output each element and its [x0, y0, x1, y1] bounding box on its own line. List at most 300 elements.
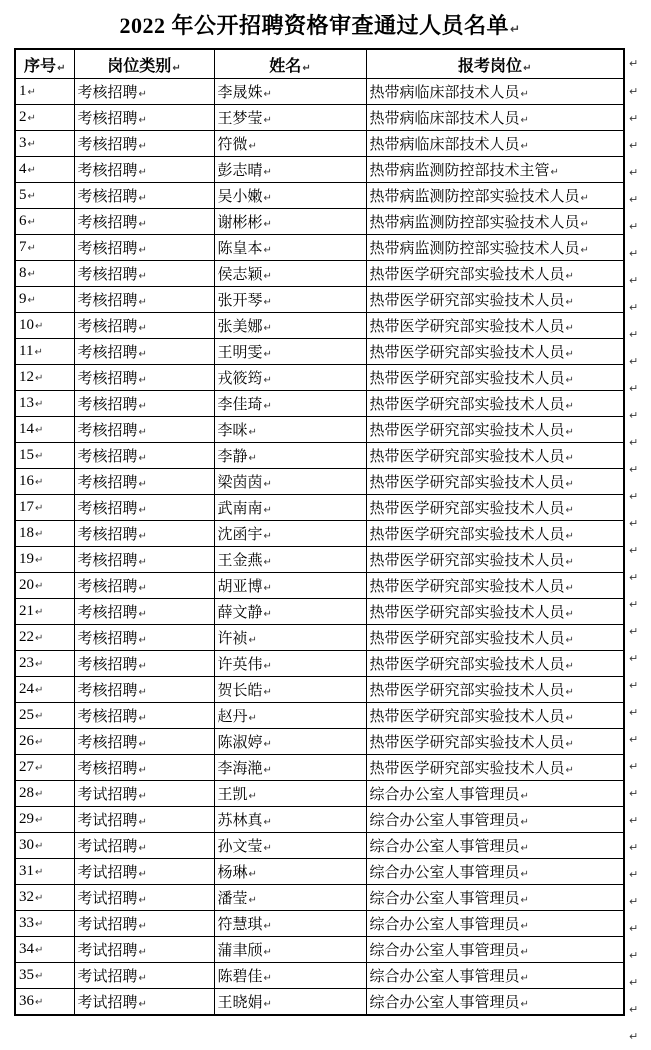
position-cell: 热带医学研究部实验技术人员↵ — [366, 417, 624, 443]
name-cell: 符慧琪↵ — [214, 911, 366, 937]
cell-end-mark: ↵ — [520, 843, 529, 854]
cell-end-mark: ↵ — [263, 219, 272, 230]
position-cell: 热带医学研究部实验技术人员↵ — [366, 495, 624, 521]
cell-end-mark: ↵ — [138, 193, 147, 204]
table-row — [15, 573, 624, 599]
cell-end-mark: ↵ — [263, 817, 272, 828]
category-cell: 考核招聘↵ — [74, 703, 214, 729]
cell-end-mark: ↵ — [565, 531, 574, 542]
cell-end-mark: ↵ — [35, 945, 44, 956]
header-position: 报考岗位↵ — [366, 49, 624, 79]
table-row — [15, 183, 624, 209]
cell-end-mark: ↵ — [248, 869, 257, 880]
name-cell: 王凯↵ — [214, 781, 366, 807]
category-cell: 考试招聘↵ — [74, 937, 214, 963]
cell-end-mark: ↵ — [172, 62, 181, 74]
row-number-cell: 26↵ — [15, 729, 74, 755]
position-cell: 综合办公室人事管理员↵ — [366, 911, 624, 937]
row-end-mark: ↵ — [629, 409, 639, 422]
cell-end-mark: ↵ — [580, 219, 589, 230]
category-cell: 考核招聘↵ — [74, 651, 214, 677]
cell-end-mark: ↵ — [263, 375, 272, 386]
row-number-cell: 5↵ — [15, 183, 74, 209]
row-end-mark: ↵ — [629, 382, 639, 395]
cell-end-mark: ↵ — [263, 661, 272, 672]
cell-end-mark: ↵ — [35, 893, 44, 904]
name-cell: 李海滟↵ — [214, 755, 366, 781]
name-cell: 赵丹↵ — [214, 703, 366, 729]
cell-end-mark: ↵ — [248, 635, 257, 646]
name-cell: 杨琳↵ — [214, 859, 366, 885]
table-row — [15, 989, 624, 1016]
category-cell: 考试招聘↵ — [74, 989, 214, 1016]
category-cell: 考试招聘↵ — [74, 885, 214, 911]
cell-end-mark: ↵ — [263, 479, 272, 490]
table-row — [15, 781, 624, 807]
cell-end-mark: ↵ — [263, 583, 272, 594]
cell-end-mark: ↵ — [550, 167, 559, 178]
category-cell: 考核招聘↵ — [74, 443, 214, 469]
page-title — [0, 9, 640, 40]
name-cell: 陈皇本↵ — [214, 235, 366, 261]
row-number-cell: 31↵ — [15, 859, 74, 885]
cell-end-mark: ↵ — [138, 661, 147, 672]
cell-end-mark: ↵ — [263, 609, 272, 620]
cell-end-mark: ↵ — [138, 167, 147, 178]
row-end-mark: ↵ — [629, 814, 639, 827]
category-cell: 考核招聘↵ — [74, 677, 214, 703]
cell-end-mark: ↵ — [520, 817, 529, 828]
row-end-mark: ↵ — [629, 598, 639, 611]
cell-end-mark: ↵ — [565, 739, 574, 750]
name-cell: 胡亚博↵ — [214, 573, 366, 599]
table-row — [15, 235, 624, 261]
cell-end-mark: ↵ — [138, 323, 147, 334]
row-number-cell: 15↵ — [15, 443, 74, 469]
cell-end-mark: ↵ — [520, 115, 529, 126]
table-row — [15, 807, 624, 833]
cell-end-mark: ↵ — [35, 529, 44, 540]
category-cell: 考核招聘↵ — [74, 157, 214, 183]
cell-end-mark: ↵ — [138, 739, 147, 750]
row-number-cell: 18↵ — [15, 521, 74, 547]
row-end-mark: ↵ — [629, 571, 639, 584]
cell-end-mark: ↵ — [263, 271, 272, 282]
cell-end-mark: ↵ — [27, 191, 36, 202]
cell-end-mark: ↵ — [138, 557, 147, 568]
row-number-cell: 16↵ — [15, 469, 74, 495]
cell-end-mark: ↵ — [138, 479, 147, 490]
cell-end-mark: ↵ — [263, 323, 272, 334]
cell-end-mark: ↵ — [35, 815, 44, 826]
table-row — [15, 729, 624, 755]
cell-end-mark: ↵ — [138, 609, 147, 620]
cell-end-mark: ↵ — [263, 999, 272, 1010]
row-number-cell: 1↵ — [15, 79, 74, 105]
row-end-mark: ↵ — [629, 139, 639, 152]
table-row — [15, 963, 624, 989]
cell-end-mark: ↵ — [35, 477, 44, 488]
row-number-cell: 20↵ — [15, 573, 74, 599]
cell-end-mark: ↵ — [565, 479, 574, 490]
row-number-cell: 24↵ — [15, 677, 74, 703]
row-number-cell: 21↵ — [15, 599, 74, 625]
name-cell: 李晟姝↵ — [214, 79, 366, 105]
cell-end-mark: ↵ — [138, 375, 147, 386]
cell-end-mark: ↵ — [248, 895, 257, 906]
cell-end-mark: ↵ — [263, 531, 272, 542]
row-end-mark: ↵ — [629, 517, 639, 530]
position-cell: 热带医学研究部实验技术人员↵ — [366, 755, 624, 781]
cell-end-mark: ↵ — [520, 869, 529, 880]
cell-end-mark: ↵ — [138, 219, 147, 230]
cell-end-mark: ↵ — [520, 921, 529, 932]
table-row — [15, 79, 624, 105]
table-row — [15, 313, 624, 339]
cell-end-mark: ↵ — [35, 425, 44, 436]
row-end-mark: ↵ — [629, 85, 639, 98]
name-cell: 戎筱筠↵ — [214, 365, 366, 391]
cell-end-mark: ↵ — [263, 297, 272, 308]
position-cell: 热带医学研究部实验技术人员↵ — [366, 729, 624, 755]
cell-end-mark: ↵ — [35, 373, 44, 384]
row-end-mark: ↵ — [629, 247, 639, 260]
cell-end-mark: ↵ — [138, 635, 147, 646]
cell-end-mark: ↵ — [35, 841, 44, 852]
position-cell: 热带病临床部技术人员↵ — [366, 79, 624, 105]
name-cell: 武南南↵ — [214, 495, 366, 521]
name-cell: 孙文莹↵ — [214, 833, 366, 859]
cell-end-mark: ↵ — [263, 687, 272, 698]
category-cell: 考核招聘↵ — [74, 105, 214, 131]
cell-end-mark: ↵ — [248, 713, 257, 724]
cell-end-mark: ↵ — [565, 583, 574, 594]
name-cell: 王金燕↵ — [214, 547, 366, 573]
cell-end-mark: ↵ — [263, 557, 272, 568]
header-category: 岗位类别↵ — [74, 49, 214, 79]
row-end-mark: ↵ — [629, 544, 639, 557]
position-cell: 热带病监测防控部实验技术人员↵ — [366, 183, 624, 209]
category-cell: 考试招聘↵ — [74, 911, 214, 937]
cell-end-mark: ↵ — [35, 867, 44, 878]
row-number-cell: 13↵ — [15, 391, 74, 417]
cell-end-mark: ↵ — [263, 401, 272, 412]
row-number-cell: 30↵ — [15, 833, 74, 859]
cell-end-mark: ↵ — [138, 453, 147, 464]
cell-end-mark: ↵ — [263, 505, 272, 516]
cell-end-mark: ↵ — [138, 817, 147, 828]
category-cell: 考核招聘↵ — [74, 235, 214, 261]
row-end-mark: ↵ — [629, 922, 639, 935]
row-end-mark: ↵ — [629, 949, 639, 962]
category-cell: 考试招聘↵ — [74, 833, 214, 859]
cell-end-mark: ↵ — [565, 349, 574, 360]
cell-end-mark: ↵ — [248, 791, 257, 802]
position-cell: 综合办公室人事管理员↵ — [366, 885, 624, 911]
cell-end-mark: ↵ — [57, 62, 66, 74]
cell-end-mark: ↵ — [138, 141, 147, 152]
table-row — [15, 521, 624, 547]
header-number: 序号↵ — [15, 49, 74, 79]
cell-end-mark: ↵ — [138, 505, 147, 516]
cell-end-mark: ↵ — [138, 583, 147, 594]
category-cell: 考核招聘↵ — [74, 729, 214, 755]
cell-end-mark: ↵ — [520, 973, 529, 984]
category-cell: 考核招聘↵ — [74, 131, 214, 157]
cell-end-mark: ↵ — [565, 323, 574, 334]
name-cell: 苏林真↵ — [214, 807, 366, 833]
cell-end-mark: ↵ — [138, 947, 147, 958]
row-end-mark: ↵ — [629, 625, 639, 638]
position-cell: 热带医学研究部实验技术人员↵ — [366, 677, 624, 703]
category-cell: 考核招聘↵ — [74, 209, 214, 235]
cell-end-mark: ↵ — [565, 427, 574, 438]
position-cell: 综合办公室人事管理员↵ — [366, 963, 624, 989]
row-end-mark: ↵ — [629, 1003, 639, 1016]
table-row — [15, 287, 624, 313]
row-end-mark: ↵ — [629, 760, 639, 773]
position-cell: 综合办公室人事管理员↵ — [366, 937, 624, 963]
category-cell: 考核招聘↵ — [74, 261, 214, 287]
name-cell: 符微↵ — [214, 131, 366, 157]
cell-end-mark: ↵ — [35, 919, 44, 930]
header-name: 姓名↵ — [214, 49, 366, 79]
table-row — [15, 261, 624, 287]
category-cell: 考核招聘↵ — [74, 547, 214, 573]
cell-end-mark: ↵ — [35, 503, 44, 514]
position-cell: 综合办公室人事管理员↵ — [366, 807, 624, 833]
cell-end-mark: ↵ — [138, 687, 147, 698]
row-end-mark: ↵ — [629, 193, 639, 206]
cell-end-mark: ↵ — [35, 971, 44, 982]
category-cell: 考核招聘↵ — [74, 287, 214, 313]
cell-end-mark: ↵ — [565, 505, 574, 516]
name-cell: 侯志颖↵ — [214, 261, 366, 287]
cell-end-mark: ↵ — [138, 349, 147, 360]
row-end-mark: ↵ — [629, 706, 639, 719]
table-row — [15, 677, 624, 703]
cell-end-mark: ↵ — [565, 297, 574, 308]
name-cell: 张开琴↵ — [214, 287, 366, 313]
cell-end-mark: ↵ — [138, 271, 147, 282]
position-cell: 热带病监测防控部实验技术人员↵ — [366, 235, 624, 261]
cell-end-mark: ↵ — [138, 999, 147, 1010]
name-cell: 许英伟↵ — [214, 651, 366, 677]
row-number-cell: 2↵ — [15, 105, 74, 131]
row-end-mark: ↵ — [629, 274, 639, 287]
row-end-mark: ↵ — [629, 301, 639, 314]
cell-end-mark: ↵ — [263, 89, 272, 100]
row-number-cell: 14↵ — [15, 417, 74, 443]
cell-end-mark: ↵ — [34, 347, 43, 358]
row-number-cell: 17↵ — [15, 495, 74, 521]
table-row — [15, 625, 624, 651]
position-cell: 综合办公室人事管理员↵ — [366, 781, 624, 807]
category-cell: 考试招聘↵ — [74, 859, 214, 885]
table-row — [15, 885, 624, 911]
category-cell: 考核招聘↵ — [74, 79, 214, 105]
row-end-mark: ↵ — [629, 1030, 639, 1043]
cell-end-mark: ↵ — [263, 739, 272, 750]
table-row — [15, 365, 624, 391]
row-number-cell: 19↵ — [15, 547, 74, 573]
position-cell: 热带医学研究部实验技术人员↵ — [366, 469, 624, 495]
category-cell: 考核招聘↵ — [74, 469, 214, 495]
row-end-mark: ↵ — [629, 355, 639, 368]
cell-end-mark: ↵ — [27, 113, 36, 124]
position-cell: 热带医学研究部实验技术人员↵ — [366, 261, 624, 287]
row-number-cell: 33↵ — [15, 911, 74, 937]
row-number-cell: 22↵ — [15, 625, 74, 651]
name-cell: 王梦莹↵ — [214, 105, 366, 131]
cell-end-mark: ↵ — [520, 947, 529, 958]
cell-end-mark: ↵ — [565, 557, 574, 568]
category-cell: 考试招聘↵ — [74, 807, 214, 833]
cell-end-mark: ↵ — [520, 791, 529, 802]
position-cell: 热带医学研究部实验技术人员↵ — [366, 625, 624, 651]
cell-end-mark: ↵ — [580, 245, 589, 256]
position-cell: 热带医学研究部实验技术人员↵ — [366, 391, 624, 417]
row-end-marks — [629, 48, 649, 1050]
category-cell: 考核招聘↵ — [74, 599, 214, 625]
cell-end-mark: ↵ — [263, 245, 272, 256]
table-body — [15, 79, 624, 1016]
position-cell: 热带医学研究部实验技术人员↵ — [366, 547, 624, 573]
cell-end-mark: ↵ — [35, 789, 44, 800]
table-row — [15, 443, 624, 469]
cell-end-mark: ↵ — [35, 685, 44, 696]
cell-end-mark: ↵ — [248, 427, 257, 438]
category-cell: 考核招聘↵ — [74, 183, 214, 209]
cell-end-mark: ↵ — [35, 399, 44, 410]
row-number-cell: 36↵ — [15, 989, 74, 1016]
row-end-mark: ↵ — [629, 463, 639, 476]
name-cell: 李咪↵ — [214, 417, 366, 443]
table-row — [15, 469, 624, 495]
row-number-cell: 6↵ — [15, 209, 74, 235]
cell-end-mark: ↵ — [35, 711, 44, 722]
cell-end-mark: ↵ — [27, 165, 36, 176]
row-number-cell: 11↵ — [15, 339, 74, 365]
row-number-cell: 27↵ — [15, 755, 74, 781]
row-end-mark: ↵ — [629, 652, 639, 665]
category-cell: 考核招聘↵ — [74, 521, 214, 547]
name-cell: 贺长皓↵ — [214, 677, 366, 703]
cell-end-mark: ↵ — [138, 713, 147, 724]
cell-end-mark: ↵ — [263, 193, 272, 204]
name-cell: 吴小嫩↵ — [214, 183, 366, 209]
category-cell: 考核招聘↵ — [74, 495, 214, 521]
cell-end-mark: ↵ — [580, 193, 589, 204]
cell-end-mark: ↵ — [35, 633, 44, 644]
row-end-mark: ↵ — [629, 787, 639, 800]
cell-end-mark: ↵ — [263, 167, 272, 178]
cell-end-mark: ↵ — [35, 659, 44, 670]
cell-end-mark: ↵ — [565, 271, 574, 282]
row-end-mark: ↵ — [629, 490, 639, 503]
category-cell: 考核招聘↵ — [74, 755, 214, 781]
position-cell: 综合办公室人事管理员↵ — [366, 989, 624, 1016]
table-row — [15, 859, 624, 885]
cell-end-mark: ↵ — [27, 295, 36, 306]
cell-end-mark: ↵ — [138, 921, 147, 932]
cell-end-mark: ↵ — [138, 791, 147, 802]
cell-end-mark: ↵ — [35, 555, 44, 566]
cell-end-mark: ↵ — [263, 765, 272, 776]
cell-end-mark: ↵ — [138, 895, 147, 906]
row-number-cell: 25↵ — [15, 703, 74, 729]
name-cell: 陈淑婷↵ — [214, 729, 366, 755]
cell-end-mark: ↵ — [520, 89, 529, 100]
cell-end-mark: ↵ — [138, 401, 147, 412]
category-cell: 考核招聘↵ — [74, 625, 214, 651]
position-cell: 热带医学研究部实验技术人员↵ — [366, 287, 624, 313]
cell-end-mark: ↵ — [138, 869, 147, 880]
name-cell: 蒲聿颀↵ — [214, 937, 366, 963]
cell-end-mark: ↵ — [263, 115, 272, 126]
row-end-mark: ↵ — [629, 328, 639, 341]
table-row — [15, 911, 624, 937]
position-cell: 热带病监测防控部实验技术人员↵ — [366, 209, 624, 235]
cell-end-mark: ↵ — [565, 687, 574, 698]
category-cell: 考核招聘↵ — [74, 391, 214, 417]
position-cell: 综合办公室人事管理员↵ — [366, 859, 624, 885]
position-cell: 热带医学研究部实验技术人员↵ — [366, 573, 624, 599]
category-cell: 考核招聘↵ — [74, 365, 214, 391]
table-row — [15, 547, 624, 573]
cell-end-mark: ↵ — [565, 765, 574, 776]
cell-end-mark: ↵ — [565, 609, 574, 620]
cell-end-mark: ↵ — [27, 139, 36, 150]
cell-end-mark: ↵ — [565, 453, 574, 464]
row-number-cell: 35↵ — [15, 963, 74, 989]
row-end-mark: ↵ — [629, 112, 639, 125]
position-cell: 热带医学研究部实验技术人员↵ — [366, 339, 624, 365]
cell-end-mark: ↵ — [27, 87, 36, 98]
row-number-cell: 9↵ — [15, 287, 74, 313]
name-cell: 张美娜↵ — [214, 313, 366, 339]
position-cell: 热带医学研究部实验技术人员↵ — [366, 443, 624, 469]
cell-end-mark: ↵ — [138, 115, 147, 126]
cell-end-mark: ↵ — [565, 375, 574, 386]
cell-end-mark: ↵ — [263, 921, 272, 932]
name-cell: 王明雯↵ — [214, 339, 366, 365]
row-end-mark: ↵ — [629, 56, 639, 70]
name-cell: 潘莹↵ — [214, 885, 366, 911]
position-cell: 热带医学研究部实验技术人员↵ — [366, 651, 624, 677]
table-header — [15, 49, 624, 79]
category-cell: 考核招聘↵ — [74, 417, 214, 443]
row-end-mark: ↵ — [629, 436, 639, 449]
row-end-mark: ↵ — [629, 733, 639, 746]
position-cell: 热带医学研究部实验技术人员↵ — [366, 599, 624, 625]
cell-end-mark: ↵ — [565, 635, 574, 646]
row-number-cell: 10↵ — [15, 313, 74, 339]
cell-end-mark: ↵ — [35, 581, 44, 592]
category-cell: 考试招聘↵ — [74, 781, 214, 807]
cell-end-mark: ↵ — [263, 349, 272, 360]
table-row — [15, 131, 624, 157]
name-cell: 陈碧佳↵ — [214, 963, 366, 989]
table-row — [15, 157, 624, 183]
cell-end-mark: ↵ — [138, 427, 147, 438]
table-row — [15, 339, 624, 365]
cell-end-mark: ↵ — [520, 999, 529, 1010]
cell-end-mark: ↵ — [138, 765, 147, 776]
name-cell: 沈函宇↵ — [214, 521, 366, 547]
name-cell: 谢彬彬↵ — [214, 209, 366, 235]
table-row — [15, 209, 624, 235]
